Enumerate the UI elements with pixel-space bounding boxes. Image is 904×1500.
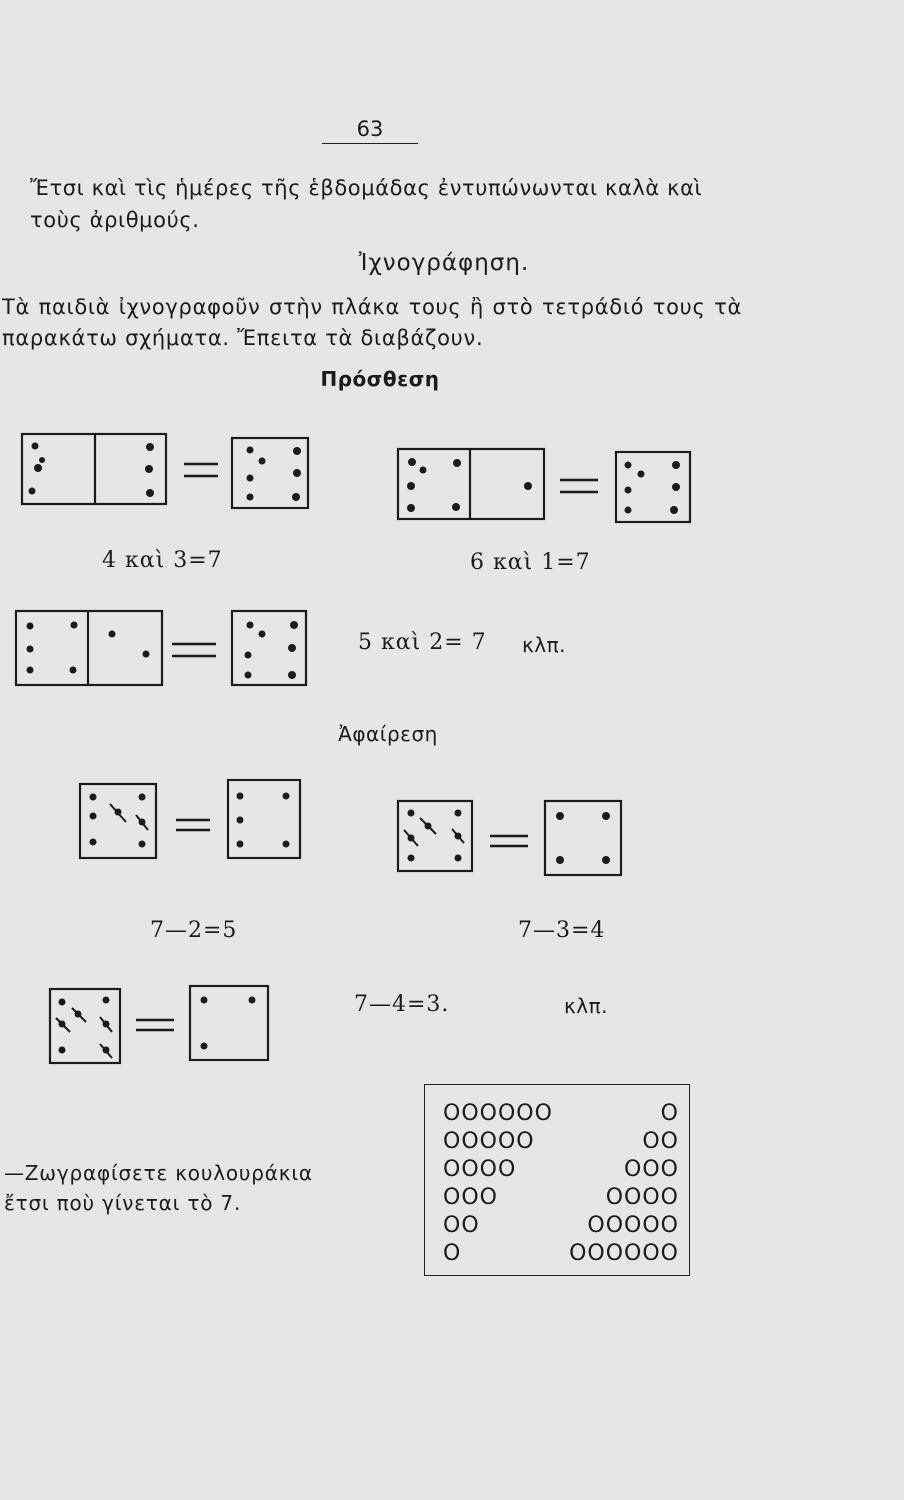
ring-right: OOOOO — [587, 1213, 679, 1238]
ring-left: OO — [443, 1213, 480, 1238]
subtraction-title: Ἀφαίρεση — [338, 722, 438, 746]
intro-paragraph: Ἔτσι καὶ τὶς ἡμέρες τῆς ἑβδομάδας ἐντυπώνωνται καλὰ καὶ τοὺς ἀριθμούς. — [30, 176, 703, 232]
ring-row — [443, 1155, 679, 1185]
ring-row — [443, 1127, 679, 1157]
ring-left: OOOOO — [443, 1129, 535, 1154]
exercise-instruction — [4, 1158, 404, 1218]
rings-table — [424, 1084, 690, 1276]
ring-row — [443, 1099, 679, 1129]
ring-right: OOO — [624, 1157, 679, 1182]
ring-left: OOO — [443, 1185, 498, 1210]
ring-left: OOOO — [443, 1157, 517, 1182]
ring-left: O — [443, 1241, 462, 1266]
ring-left: OOOOOO — [443, 1101, 553, 1126]
tile-3 — [190, 986, 268, 1060]
ring-right: OOOO — [605, 1185, 679, 1210]
addition-etc: κλπ. — [522, 633, 567, 657]
ring-right: OOOOOO — [569, 1241, 679, 1266]
ring-right: O — [660, 1101, 679, 1126]
addition-eq-3: 5 καὶ 2= 7 — [358, 630, 487, 655]
addition-eq-1: 4 καὶ 3=7 — [102, 548, 223, 573]
ring-row — [443, 1183, 679, 1213]
ring-row — [443, 1239, 679, 1269]
exercise-line-1: —Ζωγραφίσετε κουλουράκια — [4, 1161, 313, 1185]
tile-4 — [545, 801, 621, 875]
subtraction-etc: κλπ. — [564, 994, 609, 1018]
ring-row — [443, 1211, 679, 1241]
exercise-line-2: ἔτσι ποὺ γίνεται τὸ 7. — [4, 1191, 242, 1215]
addition-eq-2: 6 καὶ 1=7 — [470, 550, 591, 575]
section-title: Ἰχνογράφηση. — [358, 250, 530, 276]
subtraction-eq-1: 7—2=5 — [150, 918, 238, 943]
subtraction-eq-2: 7—3=4 — [518, 918, 606, 943]
ring-right: OO — [642, 1129, 679, 1154]
page-number: 63 — [322, 116, 418, 144]
instruction-paragraph: Τὰ παιδιὰ ἰχνογραφοῦν στὴν πλάκα τους ἢ στὸ τετράδιό τους τὰ παρακάτω σχήματα. Ἔπειτα τὰ διαβάζουν. — [2, 295, 742, 350]
addition-title: Πρόσθεση — [320, 367, 440, 391]
subtraction-eq-3: 7—4=3. — [354, 992, 450, 1017]
